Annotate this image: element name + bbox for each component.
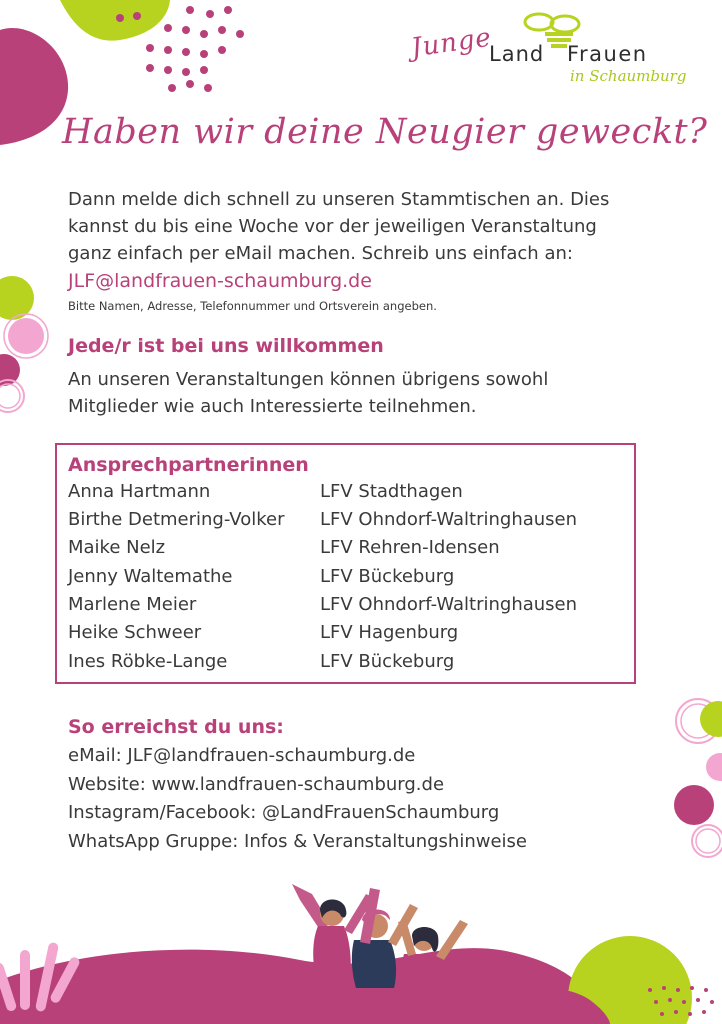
contact-club: LFV Stadthagen	[320, 481, 463, 502]
welcome-text: An unseren Veranstaltungen können übrigens sowohl Mitglieder wie auch Interessierte teilnehmen.	[68, 369, 549, 417]
contact-club: LFV Ohndorf-Waltringhausen	[320, 594, 578, 615]
magenta-circle-right	[674, 785, 714, 825]
lime-circle-right	[700, 701, 722, 737]
pink-circle-left	[8, 318, 44, 354]
contacts-heading: Ansprechpartnerinnen	[68, 454, 309, 476]
contact-name: Birthe Detmering-Volker	[68, 509, 285, 530]
logo-junge-text: Junge	[409, 22, 494, 64]
logo-frauen-text: Frauen	[567, 42, 648, 66]
magenta-hill	[0, 948, 600, 1024]
reach-email-line[interactable]: eMail: JLF@landfrauen-schaumburg.de	[68, 745, 416, 766]
reach-heading: So erreichst du uns:	[68, 716, 284, 738]
contact-club: LFV Hagenburg	[320, 622, 459, 643]
contacts-box	[55, 443, 636, 684]
welcome-heading: Jede/r ist bei uns willkommen	[68, 335, 384, 357]
dot-pattern-top	[116, 6, 244, 92]
bottom-decoration	[0, 870, 722, 1024]
logo-region-text: in Schaumburg	[570, 67, 687, 85]
lime-circle-left	[0, 276, 34, 320]
cheering-women-icon	[292, 884, 468, 996]
contact-name: Ines Röbke-Lange	[68, 651, 228, 672]
reach-website-line[interactable]: Website: www.landfrauen-schaumburg.de	[68, 774, 445, 795]
intro-text: Dann melde dich schnell zu unseren Stammtischen an. Dies kannst du bis eine Woche vor der jeweiligen Veranstaltung ganz einfach per eMail machen. Schreib uns einfach an:	[68, 189, 610, 264]
junge-landfrauen-logo	[405, 10, 705, 90]
contact-email-link[interactable]: JLF@landfrauen-schaumburg.de	[68, 270, 372, 292]
contact-name: Heike Schweer	[68, 622, 202, 643]
lime-blob-top	[60, 0, 170, 41]
registration-note: Bitte Namen, Adresse, Telefonnummer und Ortsverein angeben.	[68, 299, 437, 313]
pink-circle-right	[706, 753, 722, 781]
contact-name: Jenny Waltemathe	[68, 566, 233, 587]
contact-club: LFV Ohndorf-Waltringhausen	[320, 509, 578, 530]
right-side-decoration	[670, 695, 722, 865]
left-side-decoration	[0, 270, 60, 430]
contact-club: LFV Bückeburg	[320, 651, 455, 672]
contact-name: Maike Nelz	[68, 537, 166, 558]
contact-name: Anna Hartmann	[68, 481, 211, 502]
contact-club: LFV Rehren-Idensen	[320, 537, 500, 558]
page-title: Haben wir deine Neugier geweckt?	[62, 112, 708, 152]
reach-whatsapp-line: WhatsApp Gruppe: Infos & Veranstaltungshinweise	[68, 831, 527, 852]
contact-name: Marlene Meier	[68, 594, 197, 615]
logo-land-text: Land	[489, 42, 545, 66]
contact-club: LFV Bückeburg	[320, 566, 455, 587]
magenta-blob-top-left	[0, 28, 68, 145]
reach-social-line[interactable]: Instagram/Facebook: @LandFrauenSchaumburg	[68, 802, 500, 823]
